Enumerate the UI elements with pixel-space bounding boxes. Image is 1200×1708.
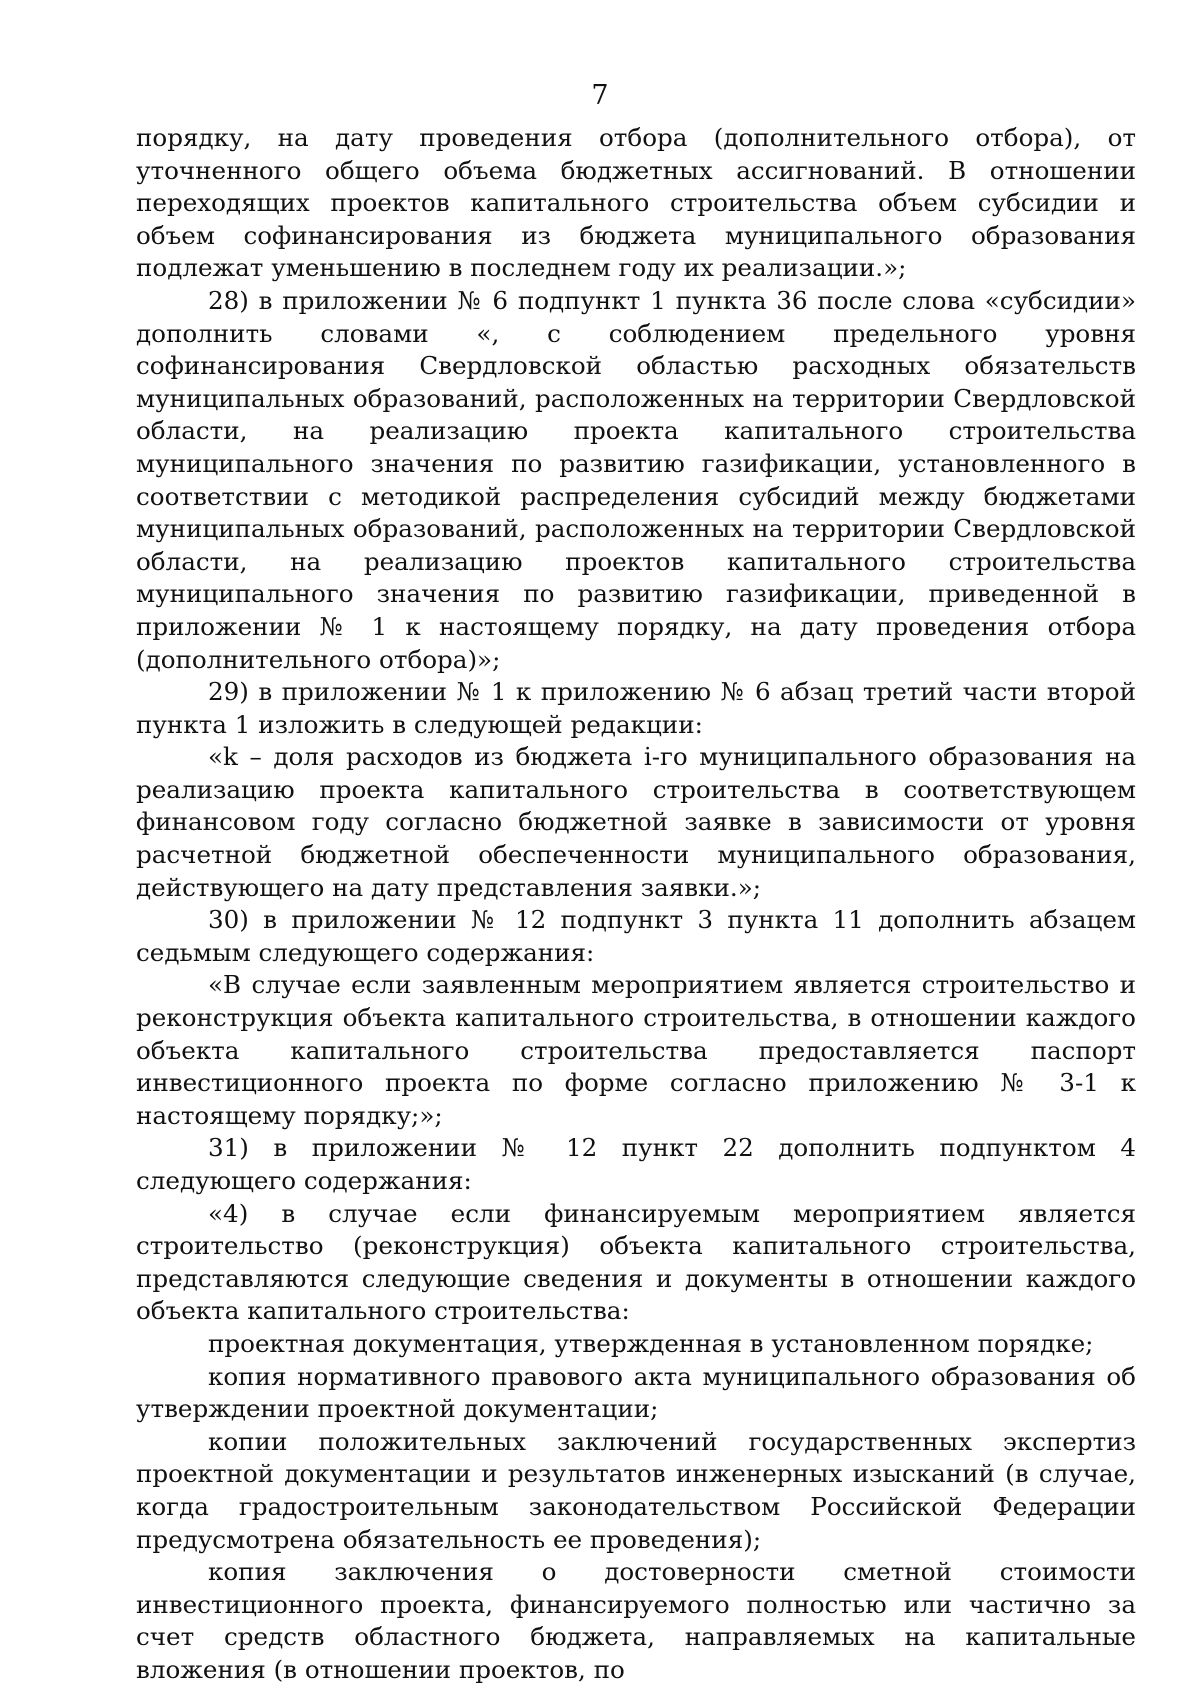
paragraph-quote-k: «k – доля расходов из бюджета i-го муниципального образования на реализацию проекта капитального строительства в соответствующем финансовом году согласно бюджетной заявке в зависимости от уровня расчетной бюджетной обеспеченности муниципального образования, действующего на дату представления заявки.»; bbox=[136, 742, 1136, 902]
paragraph-item-31: 31) в приложении № 12 пункт 22 дополнить подпунктом 4 следующего содержания: bbox=[136, 1133, 1136, 1195]
paragraph-item-30: 30) в приложении № 12 подпункт 3 пункта 11 дополнить абзацем седьмым следующего содержания: bbox=[136, 905, 1136, 967]
paragraph-normative-act: копия нормативного правового акта муниципального образования об утверждении проектной документации; bbox=[136, 1361, 1136, 1424]
paragraph-expertise: копии положительных заключений государственных экспертиз проектной документации и результатов инженерных изысканий (в случае, когда градостроительным законодательством Российской Федерации предусмотрена обязательность ее проведения); bbox=[136, 1426, 1136, 1554]
paragraph: порядку, на дату проведения отбора (дополнительного отбора), от уточненного общего объема бюджетных ассигнований. В отношении переходящих проектов капитального строительства объем субсидии и объем софинансирования из бюджета муниципального образования подлежат уменьшению в последнем году их реализации.»; bbox=[136, 123, 1136, 283]
document-body bbox=[136, 122, 1136, 1687]
paragraph-quote-case: «В случае если заявленным мероприятием является строительство и реконструкция объекта капитального строительства, в отношении каждого объекта капитального строительства предоставляется паспорт инвестиционного проекта по форме согласно приложению № 3-1 к настоящему порядку;»; bbox=[136, 970, 1136, 1130]
paragraph-item-28: 28) в приложении № 6 подпункт 1 пункта 36 после слова «субсидии» дополнить словами «, с соблюдением предельного уровня софинансирования Свердловской областью расходных обязательств муниципальных образований, расположенных на территории Свердловской области, на реализацию проекта капитального строительства муниципального значения по развитию газификации, установленного в соответствии с методикой распределения субсидий между бюджетами муниципальных образований, расположенных на территории Свердловской области, на реализацию проектов капитального строительства муниципального значения по развитию газификации, приведенной в приложении № 1 к настоящему порядку, на дату проведения отбора (дополнительного отбора)»; bbox=[136, 285, 1136, 674]
paragraph-project-docs: проектная документация, утвержденная в установленном порядке; bbox=[208, 1328, 1094, 1358]
paragraph-quote-4: «4) в случае если финансируемым мероприятием является строительство (реконструкция) объекта капитального строительства, представляются следующие сведения и документы в отношении каждого объекта капитального строительства: bbox=[136, 1198, 1136, 1326]
page-number: 7 bbox=[591, 80, 609, 111]
paragraph-estimate: копия заключения о достоверности сметной стоимости инвестиционного проекта, финансируемого полностью или частично за счет средств областного бюджета, направляемых на капитальные вложения (в отношении проектов, по bbox=[136, 1557, 1136, 1684]
paragraph-item-29: 29) в приложении № 1 к приложению № 6 абзац третий части второй пункта 1 изложить в следующей редакции: bbox=[136, 677, 1136, 739]
